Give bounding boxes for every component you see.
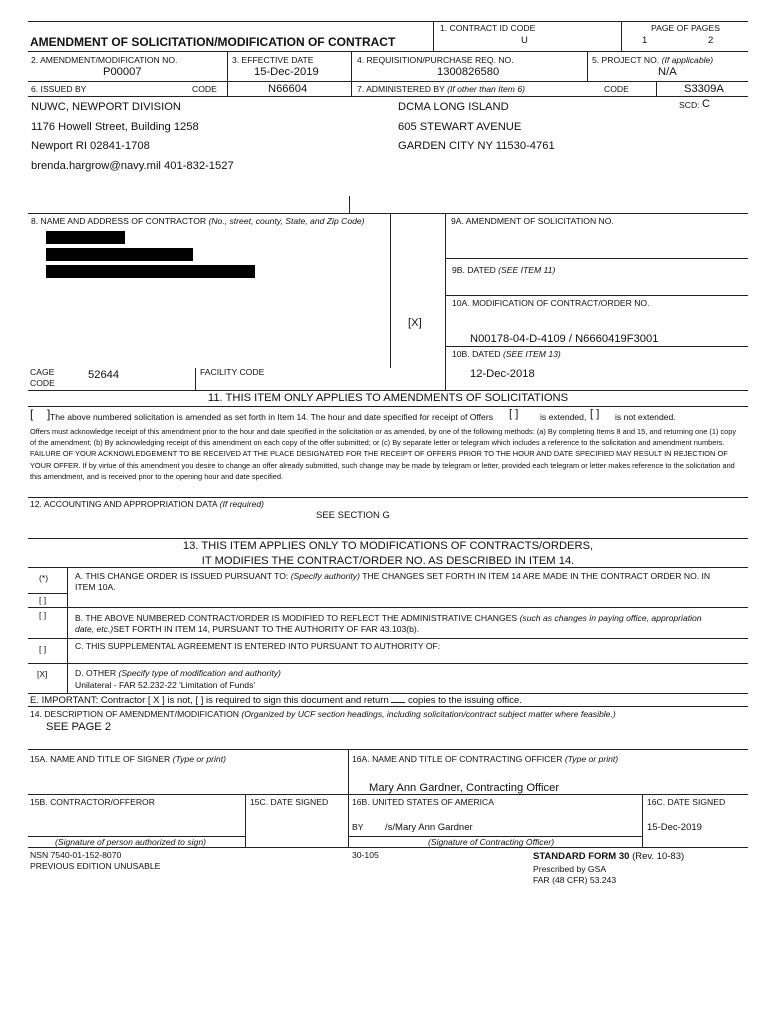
item-12-value: SEE SECTION G [316,510,390,521]
date-16c-label: 16C. DATE SIGNED [647,797,726,807]
rule [28,607,748,608]
issuer-email: brenda.hargrow@navy.mil 401-832-1527 [31,160,234,172]
page-number: 1 [642,35,648,46]
far-citation: FAR (48 CFR) 53.243 [533,875,617,885]
effective-date-value: 15-Dec-2019 [254,66,319,78]
item-13b-text-2: date, etc.)SET FORTH IN ITEM 14, PURSUANT TO THE AUTHORITY OF FAR 43.103(b). [75,624,420,634]
dated-10b-value: 12-Dec-2018 [470,368,535,380]
item-12-label: 12. ACCOUNTING AND APPROPRIATION DATA (If required) [30,499,265,509]
cage-label-1: CAGE [30,367,55,377]
item-13d-authority: Unilateral - FAR 52.232-22 'Limitation of Funds' [75,680,256,690]
issuer-line-3: Newport RI 02841-1708 [31,140,150,152]
admin-code-label: CODE [604,84,629,94]
amendment-9a-label: 9A. AMENDMENT OF SOLICITATION NO. [451,216,614,226]
modification-10a-value: N00178-04-D-4109 / N6660419F3001 [470,333,659,345]
rule [245,794,246,847]
rule [28,51,748,52]
rule [621,21,622,51]
item-13-heading-2: IT MODIFIES THE CONTRACT/ORDER NO. AS DESCRIBED IN ITEM 14. [201,555,575,567]
signer-15a-label: 15A. NAME AND TITLE OF SIGNER (Type or print) [30,754,226,764]
rule [28,21,748,22]
form-title: AMENDMENT OF SOLICITATION/MODIFICATION OF CONTRACT [30,35,396,49]
rule [28,638,748,639]
item-13c-mark[interactable]: [ ] [39,644,47,654]
rule [445,213,446,390]
officer-signature: /s/Mary Ann Gardner [385,822,473,833]
item-13a-text: A. THIS CHANGE ORDER IS ISSUED PURSUANT TO: (Specify authority) THE CHANGES SET FORTH IN ITEM 14 ARE MADE IN THE CONTRACT ORDER NO. IN [75,571,711,581]
amendment-no-label: 2. AMENDMENT/MODIFICATION NO. [31,55,178,65]
issued-by-label: 6. ISSUED BY [31,84,87,94]
signature-caption-right: (Signature of Contracting Officer) [428,837,555,847]
prescribed-by: Prescribed by GSA [533,864,607,874]
rule [195,368,196,390]
date-signed-value: 15-Dec-2019 [647,822,702,833]
item-13-heading-1: 13. THIS ITEM APPLIES ONLY TO MODIFICATIONS OF CONTRACTS/ORDERS, [182,540,594,552]
contractor-label: 8. NAME AND ADDRESS OF CONTRACTOR (No., street, county, State, and Zip Code) [31,216,365,226]
requisition-label: 4. REQUISITION/PURCHASE REQ. NO. [357,55,514,65]
rule [351,51,352,96]
extended-label: is extended, [540,412,587,422]
rule [28,706,748,707]
rule [28,693,748,694]
item-e-line: E. IMPORTANT: Contractor [ X ] is not, [ ] is required to sign this document and return copies to the issuing office. [30,695,522,706]
by-label: BY [352,822,364,832]
page-total: 2 [708,35,714,46]
copies-blank[interactable] [391,702,405,703]
requisition-value: 1300826580 [437,66,500,78]
date-15c-label: 15C. DATE SIGNED [250,797,329,807]
nsn-number: NSN 7540-01-152-8070 [30,850,122,860]
rule [445,258,748,259]
rule [28,794,748,795]
rule [349,196,350,213]
effective-date-label: 3. EFFECTIVE DATE [232,55,314,65]
item-11-text: The above numbered solicitation is amended as set forth in Item 14. The hour and date specified for receipt of Offers [50,412,493,422]
rule [28,663,748,664]
rule [28,593,67,594]
rule [28,96,748,97]
issued-code-value: N66604 [268,83,308,95]
item-13c-text: C. THIS SUPPLEMENTAL AGREEMENT IS ENTERED INTO PURSUANT TO AUTHORITY OF: [75,641,441,651]
contractor-is-checkbox[interactable]: [ X ] [147,695,165,706]
rule [67,567,68,693]
item-13b-text: B. THE ABOVE NUMBERED CONTRACT/ORDER IS MODIFIED TO REFLECT THE ADMINISTRATIVE CHANGES (such as changes in paying office, appropriation [75,613,702,623]
item-11-heading: 11. THIS ITEM ONLY APPLIES TO AMENDMENTS OF SOLICITATIONS [207,392,569,404]
rule [433,21,434,51]
form-code: 30-105 [352,850,379,860]
item-14-label: 14. DESCRIPTION OF AMENDMENT/MODIFICATION (Organized by UCF section headings, including solicitation/contract subject matter where feasible.) [30,709,616,719]
modification-10a-label: 10A. MODIFICATION OF CONTRACT/ORDER NO. [452,298,650,308]
standard-form-30: STANDARD FORM 30 (Rev. 10-83) [533,851,685,862]
facility-code-label: FACILITY CODE [200,367,265,377]
rule [445,346,748,347]
contracting-officer-name: Mary Ann Gardner, Contracting Officer [369,782,560,794]
item-13-blank-mark[interactable]: [ ] [39,595,47,605]
previous-edition-note: PREVIOUS EDITION UNUSABLE [30,861,161,871]
item-13b-mark[interactable]: [ ] [39,610,47,620]
rule [227,51,228,96]
admin-line-1: DCMA LONG ISLAND [398,101,509,113]
dated-10b-label: 10B. DATED (SEE ITEM 13) [452,349,561,359]
rule [28,847,748,848]
rule [587,51,588,81]
rule [28,538,748,539]
redaction-bar [46,231,125,244]
not-extended-label: is not extended. [615,412,676,422]
rule [28,567,748,568]
item-11-close-bracket: ] [47,407,51,421]
issuer-line-1: NUWC, NEWPORT DIVISION [31,101,182,113]
item-13a-mark[interactable]: (*) [39,573,49,583]
cage-label-2: CODE [30,378,55,388]
cage-code-value: 52644 [88,369,120,381]
contract-id-label: 1. CONTRACT ID CODE [440,23,536,33]
extended-checkbox[interactable]: [ ] [509,408,519,420]
administered-by-label: 7. ADMINISTERED BY (If other than Item 6) [357,84,525,94]
issued-code-label: CODE [192,84,217,94]
not-extended-checkbox[interactable]: [ ] [590,408,600,420]
page-of-pages-label: PAGE OF PAGES [651,23,720,33]
rule [28,406,748,407]
admin-line-3: GARDEN CITY NY 11530-4761 [398,140,555,152]
rule [642,794,643,847]
item-13d-text: D. OTHER (Specify type of modification and authority) [75,668,281,678]
rule [28,749,748,750]
redaction-bar [46,265,255,278]
item-13a-text-2: ITEM 10A. [75,582,116,592]
item-13d-mark[interactable]: [X] [37,669,48,679]
rule [348,749,349,847]
rule [28,390,748,391]
contractor-required-checkbox[interactable]: [ ] [195,695,204,706]
item-11-paragraph: Offers must acknowledge receipt of this amendment prior to the hour and date specified in the solicitation or as amended, by one of the following methods: (a) By completing Items 8 and 15, and returning one (1) copy of the amendment; (b) By acknowledging receipt of this amendment on each copy of the offer submitted; or (c) By separate letter or telegram which includes a reference to the solicitation and amendment numbers. FAILURE OF YOUR ACKNOWLEDGEMENT TO BE RECEIVED AT THE PLACE DESIGNATED FOR THE RECEIPT OF OFFERS PRIOR TO THE HOUR AND DATE SPECIFIED MAY RESULT IN REJECTION OF YOUR OFFER. If by virtue of this amendment you desire to change an offer already submitted, such change may be made by telegram or letter, provided each telegram or letter makes reference to the solicitation and this amendment, and is received prior to the opening hour and date specified. [30,427,737,481]
project-no-value: N/A [658,66,677,78]
amendment-no-value: P00007 [103,66,142,78]
item-14-value: SEE PAGE 2 [46,721,112,733]
scd-label: SCD: [679,100,700,110]
contractor-15b-label: 15B. CONTRACTOR/OFFEROR [30,797,155,807]
rule [28,213,748,214]
rule [445,295,748,296]
contract-id-value: U [521,35,528,46]
usa-16b-label: 16B. UNITED STATES OF AMERICA [352,797,494,807]
admin-code-value: S3309A [684,83,724,95]
signature-caption-left: (Signature of person authorized to sign) [55,837,206,847]
rule [390,213,391,368]
officer-16a-label: 16A. NAME AND TITLE OF CONTRACTING OFFICER (Type or print) [352,754,619,764]
dated-9b-label: 9B. DATED (SEE ITEM 11) [452,265,556,275]
rule [28,497,748,498]
redaction-bar [46,248,193,261]
item-10a-check[interactable]: [X] [408,317,422,329]
issuer-line-2: 1176 Howell Street, Building 1258 [31,121,199,133]
project-no-label: 5. PROJECT NO. (If applicable) [592,55,714,65]
scd-value: C [702,98,711,110]
item-11-open-bracket: [ [30,407,34,421]
rule [656,81,657,96]
rule [28,81,748,82]
admin-line-2: 605 STEWART AVENUE [398,121,522,133]
